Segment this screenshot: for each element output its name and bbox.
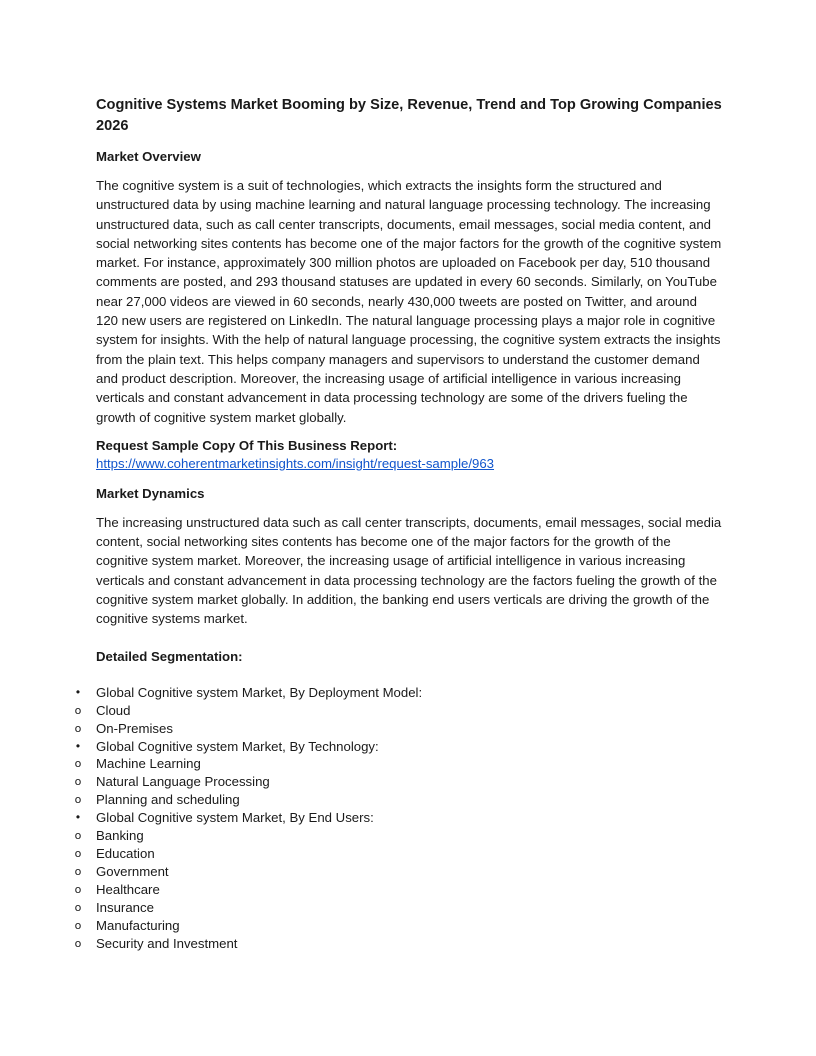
market-overview-heading: Market Overview (96, 149, 201, 164)
bullet-icon: • (75, 810, 81, 825)
segment-label: Cloud (96, 702, 131, 718)
circle-bullet-icon: o (74, 919, 82, 933)
segmentation-list (74, 684, 722, 953)
segment-label: Global Cognitive system Market, By End Users: (96, 810, 374, 826)
document-title: Cognitive Systems Market Booming by Size, Revenue, Trend and Top Growing Companies 2026 (96, 97, 722, 134)
market-overview-paragraph: The cognitive system is a suit of technologies, which extracts the insights form the structured and unstructured data by using machine learning and natural language processing technology. The increasing unstructured data, such as call center transcripts, documents, email messages, social media content, and social networking sites contents has become one of the major factors for the growth of the cognitive system market. For instance, approximately 300 million photos are uploaded on Facebook per day, 510 thousand comments are posted, and 293 thousand statuses are updated in every 60 seconds. Similarly, on YouTube near 27,000 videos are viewed in 60 seconds, nearly 430,000 tweets are posted on Twitter, and around 120 new users are registered on LinkedIn. The natural language processing plays a major role in cognitive system for insights. With the help of natural language processing, the cognitive system extracts the insights from the plain text. This helps company managers and supervisors to understand the customer demand and product description. Moreover, the increasing usage of artificial intelligence in various increasing verticals and constant advancement in data processing technology are some of the drivers fueling the growth of cognitive system market globally. (96, 178, 722, 425)
segment-subitem (74, 720, 722, 738)
segment-subitem (74, 845, 722, 863)
bullet-icon: • (75, 738, 81, 753)
segment-subitem (74, 899, 722, 917)
bullet-icon: • (75, 684, 81, 699)
circle-bullet-icon: o (74, 757, 82, 771)
circle-bullet-icon: o (74, 883, 82, 897)
circle-bullet-icon: o (74, 775, 82, 789)
segment-label: Natural Language Processing (96, 774, 270, 790)
segment-label: Healthcare (96, 882, 160, 898)
segment-category-item (75, 738, 722, 756)
segment-label: Insurance (96, 900, 154, 916)
circle-bullet-icon: o (74, 703, 82, 717)
segment-subitem (74, 755, 722, 773)
segment-category-item (75, 809, 722, 827)
segment-label: Banking (96, 828, 144, 844)
request-sample-label: Request Sample Copy Of This Business Report: (96, 437, 398, 453)
segment-subitem (74, 863, 722, 881)
segment-subitem (74, 827, 722, 845)
segment-subitem (74, 881, 722, 899)
segment-label: Machine Learning (96, 756, 201, 772)
segment-label: On-Premises (96, 720, 173, 736)
market-dynamics-heading: Market Dynamics (96, 485, 205, 501)
circle-bullet-icon: o (74, 829, 82, 843)
segment-label: Global Cognitive system Market, By Technology: (96, 738, 379, 754)
circle-bullet-icon: o (74, 901, 82, 915)
segment-subitem (74, 917, 722, 935)
circle-bullet-icon: o (74, 936, 82, 950)
circle-bullet-icon: o (74, 793, 82, 807)
segment-subitem (74, 791, 722, 809)
document-page (74, 95, 722, 953)
detailed-segmentation-heading: Detailed Segmentation: (96, 648, 243, 664)
circle-bullet-icon: o (74, 721, 82, 735)
segment-subitem (74, 773, 722, 791)
circle-bullet-icon: o (74, 865, 82, 879)
segment-label: Government (96, 864, 169, 880)
segment-subitem (74, 935, 722, 953)
segment-category-item (75, 684, 722, 702)
segment-label: Planning and scheduling (96, 792, 240, 808)
request-sample-link[interactable]: https://www.coherentmarketinsights.com/insight/request-sample/963 (96, 455, 495, 471)
market-dynamics-paragraph: The increasing unstructured data such as call center transcripts, documents, email messages, social media content, social networking sites contents has become one of the major factors for the growth of the cognitive system market. Moreover, the increasing usage of artificial intelligence in various increasing verticals and constant advancement in data processing technology are the factors fueling the growth of the cognitive system market globally. In addition, the banking end users verticals are driving the growth of the cognitive systems market. (96, 514, 722, 627)
segment-subitem (74, 702, 722, 720)
segment-label: Security and Investment (96, 935, 238, 951)
segment-label: Education (96, 846, 155, 862)
circle-bullet-icon: o (74, 847, 82, 861)
segment-label: Global Cognitive system Market, By Deployment Model: (96, 684, 423, 700)
segment-label: Manufacturing (96, 918, 180, 934)
